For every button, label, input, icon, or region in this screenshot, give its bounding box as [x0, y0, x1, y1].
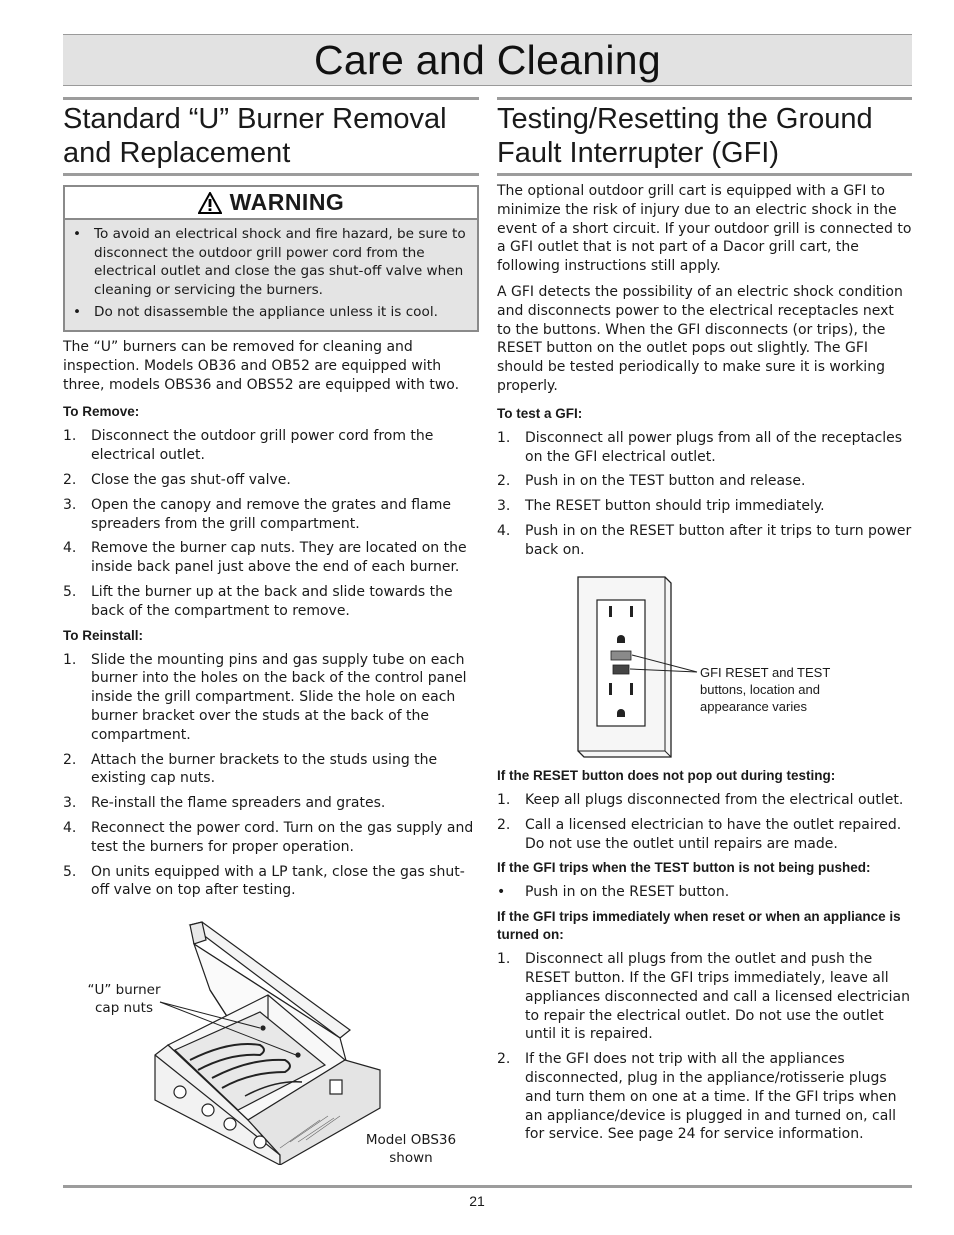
gfi-title-line2: Fault Interrupter (GFI) [497, 137, 780, 169]
trips-heading: If the GFI trips when the TEST button is not being pushed: [497, 860, 871, 876]
list-item: • Push in on the RESET button. [497, 883, 912, 902]
gfi-section-title [497, 97, 912, 176]
test-heading: To test a GFI: [497, 405, 583, 421]
footer-divider [63, 1185, 912, 1188]
burner-section [63, 97, 479, 906]
burner-title-line2: and Replacement [63, 137, 291, 169]
gfi-title-line1: Testing/Resetting the Ground [497, 103, 873, 135]
gfi-section [497, 97, 912, 566]
grill-illustration [150, 920, 385, 1165]
list-item: 1. Keep all plugs disconnected from the electrical outlet. [497, 792, 904, 808]
reinstall-steps [63, 651, 479, 901]
reset-steps [497, 791, 912, 853]
list-item: 1. Disconnect the outdoor grill power cord from the electrical outlet. [63, 428, 434, 464]
list-item: 1. Disconnect all plugs from the outlet and push the RESET button. If the GFI trips immediately, leave all appliances disconnected and call a licensed electrician to repair the electrical outlet. Do not use the outlet until it is repaired. [497, 951, 910, 1043]
gfi-paragraph: A GFI detects the possibility of an electric shock condition and disconnects power to the electrical receptacles next to the buttons. When the GFI disconnects (or trips), the RESET button on the outlet pops out slightly. The GFI should be tested periodically to make sure it is working properly. [497, 283, 903, 394]
gfi-callout: GFI RESET and TEST buttons, location and appearance varies [700, 665, 831, 714]
list-item: 1. Disconnect all power plugs from all of the receptacles on the GFI electrical outlet. [497, 429, 903, 465]
warning-triangle-icon [198, 192, 222, 214]
reinstall-heading: To Reinstall: [63, 627, 144, 643]
warning-header [65, 187, 477, 220]
list-item: 3. Re-install the flame spreaders and grates. [63, 795, 386, 812]
list-item: 4. Push in on the RESET button after it trips to turn power back on. [497, 522, 912, 558]
list-item: 4. Remove the burner cap nuts. They are located on the inside back panel just above the end of each burner. [63, 540, 467, 576]
burner-section-title [63, 97, 479, 176]
warning-item: • To avoid an electrical shock and fire hazard, be sure to disconnect the outdoor grill power cord from the electrical outlet and close the gas shut-off valve when cleaning or servicing the burners. [73, 225, 471, 299]
warning-item: • Do not disassemble the appliance unless it is cool. [73, 303, 471, 322]
trips-bullets [497, 883, 912, 902]
figure-caption: Model OBS36 shown [365, 1132, 457, 1166]
list-item: 5. Lift the burner up at the back and slide towards the back of the compartment to remove. [63, 583, 453, 619]
remove-steps [63, 427, 479, 620]
list-item: 2. Attach the burner brackets to the studs using the existing cap nuts. [63, 751, 438, 787]
list-item: 3. The RESET button should trip immediately. [497, 498, 825, 515]
list-item: 2. Call a licensed electrician to have the outlet repaired. Do not use the outlet until repairs are made. [497, 816, 902, 852]
page-header [63, 34, 912, 86]
test-steps [497, 429, 912, 560]
list-item: 2. If the GFI does not trip with all the appliances disconnected, plug in the appliance/rotisserie plugs and turn them on one at a time. If the GFI trips when an appliance/device is plugged in and turned on, call for service. See page 24 for service information. [497, 1051, 897, 1143]
gfi-troubleshooting [497, 758, 912, 1150]
page-number: 21 [469, 1193, 485, 1209]
immediate-steps [497, 950, 912, 1144]
burner-intro: The “U” burners can be removed for cleaning and inspection. Models OB36 and OB52 are equipped with three, models OBS36 and OBS52 are equipped with two. [63, 338, 460, 393]
list-item: 2. Close the gas shut-off valve. [63, 471, 291, 488]
list-item: 1. Slide the mounting pins and gas supply tube on each burner into the holes on the back of the control panel inside the grill compartment. Slide the hole on each burner bracket over the studs at the back of the compartment. [63, 651, 467, 743]
list-item: 4. Reconnect the power cord. Turn on the gas supply and test the burners for proper operation. [63, 819, 474, 855]
burner-callout: “U” burner cap nuts [87, 982, 161, 1016]
list-item: 2. Push in on the TEST button and release. [497, 473, 806, 490]
gfi-outlet-illustration [575, 575, 705, 760]
burner-title-line1: Standard “U” Burner Removal [63, 103, 447, 135]
page-title: Care and Cleaning [314, 37, 661, 83]
warning-label: WARNING [229, 189, 345, 215]
gfi-paragraph: The optional outdoor grill cart is equipped with a GFI to minimize the risk of injury due to an electric shock in the event of a short circuit. If your outdoor grill is connected to a GFI outlet that is not part of a Dacor grill cart, the following instructions still apply. [497, 183, 912, 275]
warning-list [65, 220, 477, 330]
remove-heading: To Remove: [63, 404, 140, 420]
immediate-heading: If the GFI trips immediately when reset or when an appliance is turned on: [497, 909, 901, 943]
list-item: 3. Open the canopy and remove the grates and flame spreaders from the grill compartment. [63, 496, 451, 532]
list-item: 5. On units equipped with a LP tank, close the gas shut-off valve on top after testing. [63, 863, 465, 899]
reset-heading: If the RESET button does not pop out during testing: [497, 768, 836, 783]
warning-box [63, 185, 479, 332]
